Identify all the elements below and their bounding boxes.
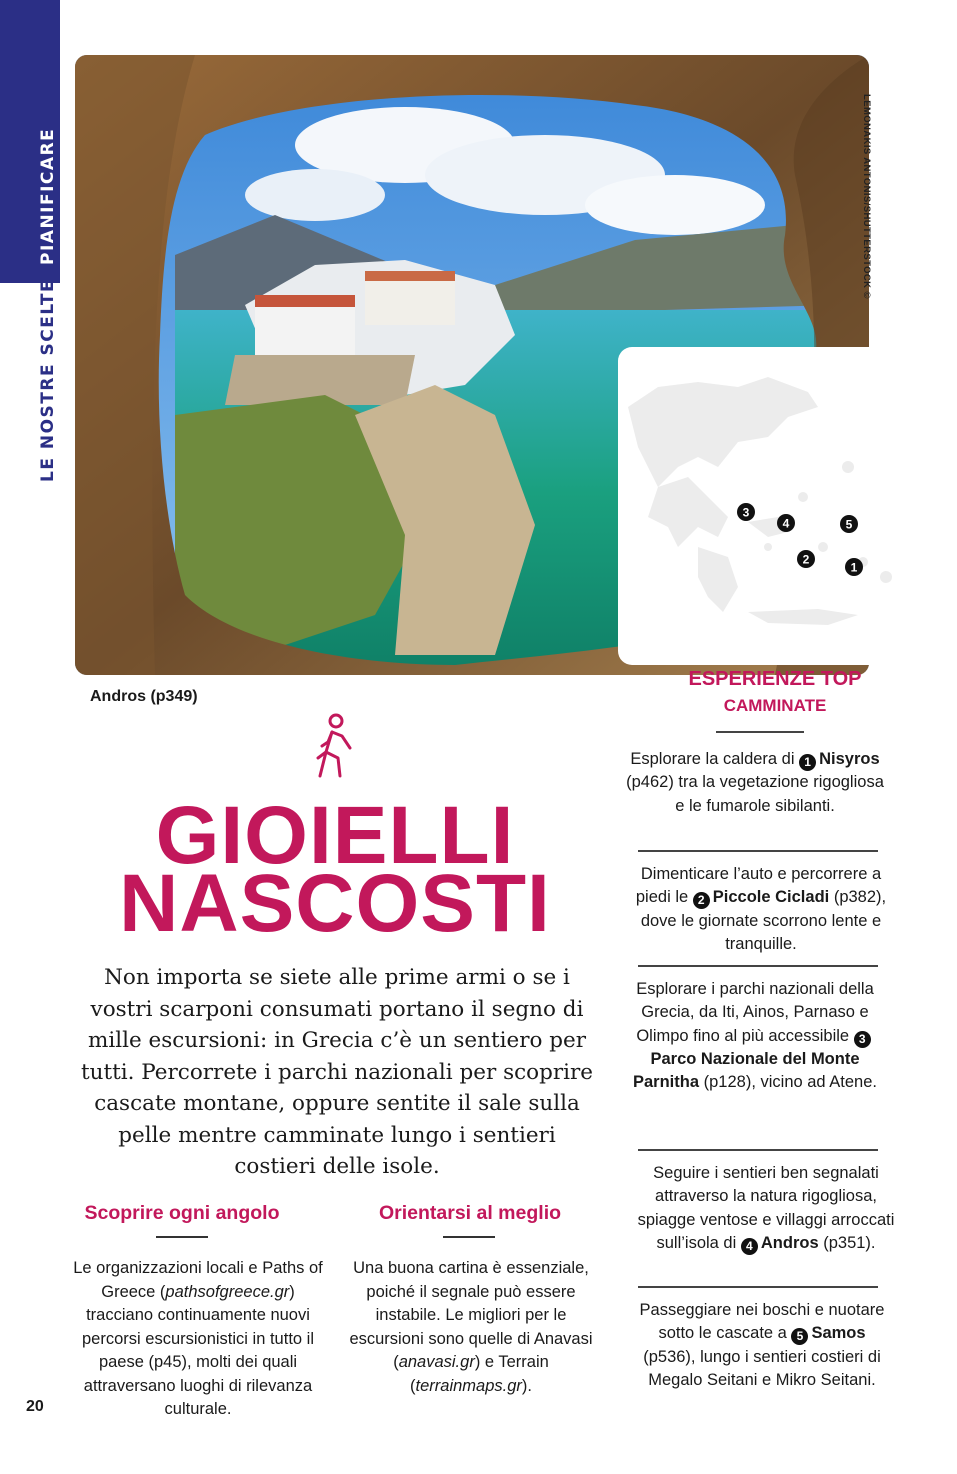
experience-text: Esplorare i parchi nazionali della Grecia, da Iti, Ainos, Parnaso e Olimpo fino al più accessibile: [636, 980, 874, 1045]
experience-text: (p351).: [823, 1233, 876, 1252]
intro-paragraph: Non importa se siete alle prime armi o se i vostri scarponi consumati portano il segno di mille escursioni: in Grecia c’è un sentiero per tutti. Percorrete i parchi nazionali per scoprire cascate montane, oppure sentite il sale sulla pelle mentre camminate lungo i sentieri costieri delle isole.: [80, 965, 594, 1179]
col2-heading: Orientarsi al meglio: [378, 1202, 562, 1224]
page-title: [60, 790, 610, 949]
page-title-line1: GIOIELLI: [155, 790, 515, 881]
col1-text: Le organizzazioni locali e Paths of Greece (: [73, 1259, 323, 1301]
divider: [638, 965, 878, 967]
experience-text: (p462) tra la vegetazione rigogliosa e le fumarole sibilanti.: [626, 773, 884, 815]
col1-link[interactable]: pathsofgreece.gr: [165, 1282, 290, 1301]
number-badge: 2: [693, 892, 710, 909]
experience-text: Dimenticare l’auto e percorrere a piedi le: [635, 865, 882, 907]
map-marker-label: 1: [850, 560, 858, 575]
divider: [638, 1286, 878, 1288]
locator-map: [618, 347, 957, 665]
divider: [638, 850, 878, 852]
section-tab-label: PIANIFICARE: [38, 127, 58, 265]
experience-item: [624, 978, 886, 1094]
number-badge: 3: [854, 1031, 871, 1048]
experiences-subtitle: CAMMINATE: [723, 696, 827, 715]
hiker-icon: [310, 712, 360, 782]
experience-text: Esplorare la caldera di: [630, 750, 795, 768]
experience-text: Passeggiare nei boschi e nuotare sotto le cascate a: [639, 1301, 885, 1343]
experience-item: [626, 863, 896, 956]
col1-body: [70, 1257, 326, 1422]
map-marker-label: 4: [782, 516, 790, 531]
col2-text: ).: [521, 1376, 532, 1395]
number-badge: 4: [741, 1238, 758, 1255]
experience-item: [632, 1162, 900, 1255]
page-title-line2: NASCOSTI: [119, 858, 551, 949]
col2-link[interactable]: terrainmaps.gr: [415, 1376, 522, 1395]
subsection-tab-label: LE NOSTRE SCELTE: [38, 278, 58, 482]
col1-text: ) tracciano continuamente nuovi percorsi escursionistici in tutto il paese (p45), molti dei quali attraversano luoghi di rilevanza culturale.: [82, 1282, 314, 1418]
experience-place: Nisyros: [819, 750, 880, 768]
experience-text: (p536), lungo i sentieri costieri di Megalo Seitani e Mikro Seitani.: [643, 1347, 881, 1389]
number-badge: 5: [791, 1328, 808, 1345]
experience-text: Seguire i sentieri ben segnalati attraverso la natura rigogliosa, spiagge ventose e villaggi arroccati sull’isola di: [637, 1164, 895, 1252]
photo-caption: Andros (p349): [90, 688, 198, 705]
col2-body: [340, 1257, 602, 1398]
col1-heading: Scoprire ogni angolo: [84, 1202, 280, 1224]
experience-text: (p382), dove le giornate scorrono lente e tranquille.: [640, 888, 887, 953]
photo-credit: LEMONAKIS ANTONIS/SHUTTERSTOCK ©: [861, 94, 872, 299]
section-tab: [0, 0, 60, 283]
experience-place: Samos: [811, 1324, 866, 1343]
experience-place: Andros: [760, 1233, 819, 1252]
experience-item: [621, 748, 889, 818]
page-number: 20: [26, 1398, 44, 1415]
experience-place: Piccole Cicladi: [712, 888, 830, 907]
col2-link[interactable]: anavasi.gr: [398, 1353, 475, 1371]
divider: [443, 1236, 495, 1238]
number-badge: 1: [799, 754, 816, 771]
experience-text: (p128), vicino ad Atene.: [703, 1073, 877, 1092]
experiences-title: ESPERIENZE TOP: [688, 668, 862, 690]
divider: [716, 731, 804, 733]
col2-text: Una buona cartina è essenziale, poiché il segnale può essere instabile. Le migliori per le escursioni sono quelle di Anavasi (: [349, 1259, 593, 1371]
divider: [638, 1149, 878, 1151]
map-marker-label: 2: [802, 552, 810, 567]
col2-text: ) e Terrain (: [410, 1353, 549, 1395]
experience-place: Parco Nazionale del Monte Parnitha: [633, 1049, 860, 1092]
divider: [156, 1236, 208, 1238]
experience-item: [633, 1299, 891, 1392]
map-marker-label: 3: [742, 505, 750, 520]
map-marker-label: 5: [845, 517, 853, 532]
